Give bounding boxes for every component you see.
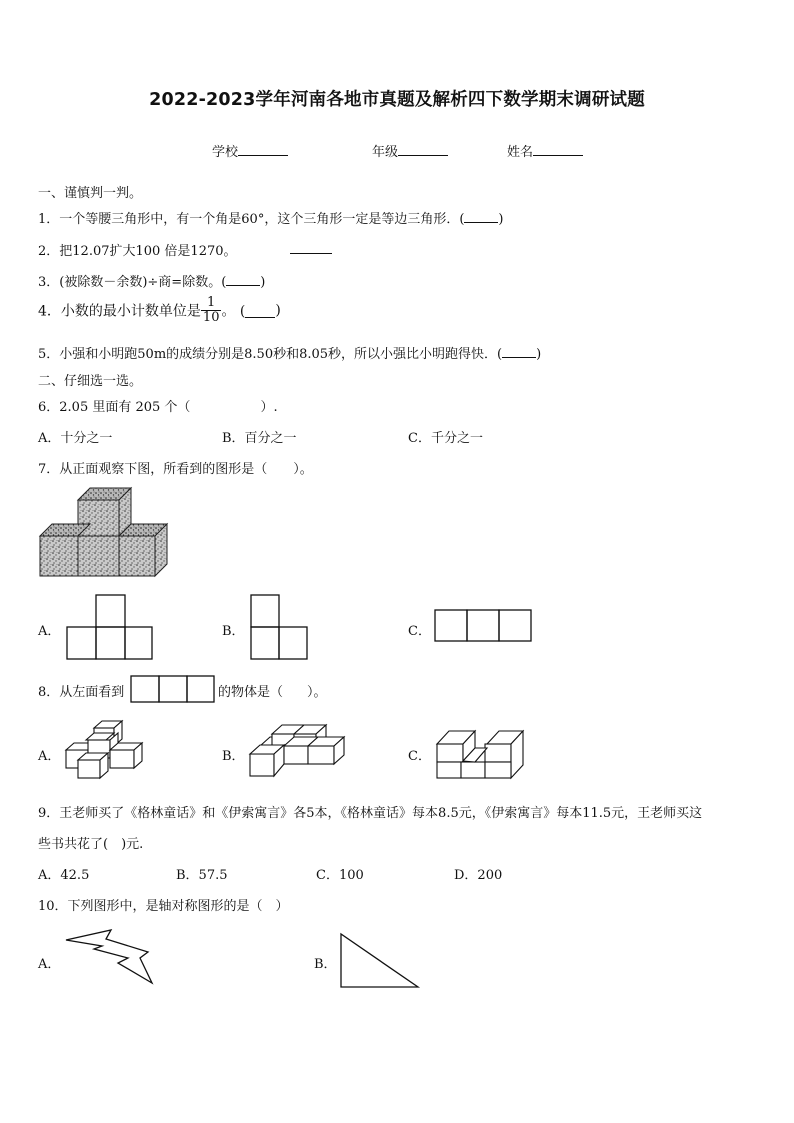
- question-2-answer-blank[interactable]: [290, 240, 332, 258]
- grade-field: [372, 141, 448, 160]
- q6-option-a[interactable]: A．十分之一: [38, 431, 113, 446]
- q6-option-c[interactable]: C．千分之一: [408, 431, 483, 446]
- q7-option-b-figure[interactable]: [250, 594, 310, 660]
- question-8-start: 8．从左面看到: [38, 685, 125, 700]
- question-7-text: 7．从正面观察下图，所看到的图形是（: [38, 462, 268, 477]
- q8-option-a-figure[interactable]: [64, 720, 146, 782]
- question-1: [38, 208, 503, 227]
- q8-option-c-figure[interactable]: [435, 728, 527, 782]
- question-5: [38, 343, 541, 362]
- question-3-close: ): [260, 275, 266, 290]
- q7-option-c-label[interactable]: C．: [408, 624, 431, 639]
- question-7: [38, 458, 313, 477]
- school-blank[interactable]: [238, 142, 288, 156]
- section-1-heading: 一、谨慎判一判。: [38, 186, 143, 201]
- question-10: 10．下列图形中，是轴对称图形的是（ ）: [38, 899, 289, 914]
- question-6-text: 6．2.05 里面有 205 个（: [38, 400, 191, 415]
- grade-blank[interactable]: [398, 142, 448, 156]
- name-blank[interactable]: [533, 142, 583, 156]
- question-9-line-2: 些书共花了( )元.: [38, 837, 144, 852]
- question-1-answer-blank[interactable]: [464, 209, 498, 223]
- question-4-close: ): [275, 302, 281, 319]
- question-2: [38, 240, 237, 259]
- q8-option-a-label[interactable]: A．: [38, 749, 61, 764]
- q8-option-b-label[interactable]: B．: [222, 749, 245, 764]
- grade-label: 年级: [372, 145, 399, 160]
- fraction-one-tenth: $\frac{1}{10}$: [202, 295, 220, 325]
- question-6: [38, 396, 278, 415]
- q9-option-a[interactable]: A．42.5: [38, 868, 90, 883]
- q10-option-b-right-triangle-figure[interactable]: [338, 932, 422, 990]
- question-3: [38, 271, 265, 290]
- q8-left-view-figure: [130, 675, 216, 703]
- q8-option-c-label[interactable]: C．: [408, 749, 431, 764]
- q7-option-a-figure[interactable]: [65, 594, 155, 660]
- question-4-text-end: 。 (: [221, 303, 246, 320]
- question-8-close: ）。: [307, 685, 327, 700]
- q7-option-c-figure[interactable]: [434, 609, 534, 643]
- q8-option-b-figure[interactable]: [248, 724, 348, 780]
- q9-option-d[interactable]: D．200: [454, 868, 503, 883]
- question-8-end: [218, 681, 327, 700]
- question-5-close: ): [536, 347, 542, 362]
- question-9-line-1: 9．王老师买了《格林童话》和《伊索寓言》各5本，《格林童话》每本8.5元，《伊索寓言》每本11.5元，王老师买这: [38, 806, 703, 821]
- page-title: 2022-2023学年河南各地市真题及解析四下数学期末调研试题: [149, 90, 645, 110]
- q7-solid-figure: [40, 486, 170, 581]
- q10-option-a-lightning-figure[interactable]: [64, 929, 156, 985]
- question-1-close: ): [498, 212, 504, 227]
- question-4: [38, 296, 281, 325]
- name-field: [507, 141, 583, 160]
- q9-option-c[interactable]: C．100: [316, 868, 364, 883]
- question-4-text: 4．小数的最小计数单位是: [38, 303, 201, 320]
- q9-option-b[interactable]: B．57.5: [176, 868, 228, 883]
- question-5-answer-blank[interactable]: [502, 344, 536, 358]
- school-label: 学校: [212, 145, 239, 160]
- section-2-heading: 二、仔细选一选。: [38, 374, 143, 389]
- question-3-answer-blank[interactable]: [226, 272, 260, 286]
- q7-option-a-label[interactable]: A．: [38, 624, 61, 639]
- q7-option-b-label[interactable]: B．: [222, 624, 245, 639]
- question-6-close: ）.: [260, 400, 278, 415]
- question-1-text: 1．一个等腰三角形中，有一个角是60°，这个三角形一定是等边三角形．(: [38, 212, 465, 227]
- question-8-text: 的物体是（: [218, 685, 284, 700]
- school-field: [212, 141, 288, 160]
- q10-option-a-label[interactable]: A．: [38, 957, 61, 972]
- q6-option-b[interactable]: B．百分之一: [222, 431, 297, 446]
- question-5-text: 5．小强和小明跑50m的成绩分别是8.50秒和8.05秒，所以小强比小明跑得快．(: [38, 347, 503, 362]
- question-7-close: ）。: [293, 462, 313, 477]
- question-2-text: 2．把12.07扩大100 倍是1270。: [38, 244, 237, 259]
- name-label: 姓名: [507, 145, 534, 160]
- question-3-text: 3．(被除数－余数)÷商=除数。(: [38, 275, 227, 290]
- question-4-answer-blank[interactable]: [245, 304, 275, 318]
- q10-option-b-label[interactable]: B．: [314, 957, 337, 972]
